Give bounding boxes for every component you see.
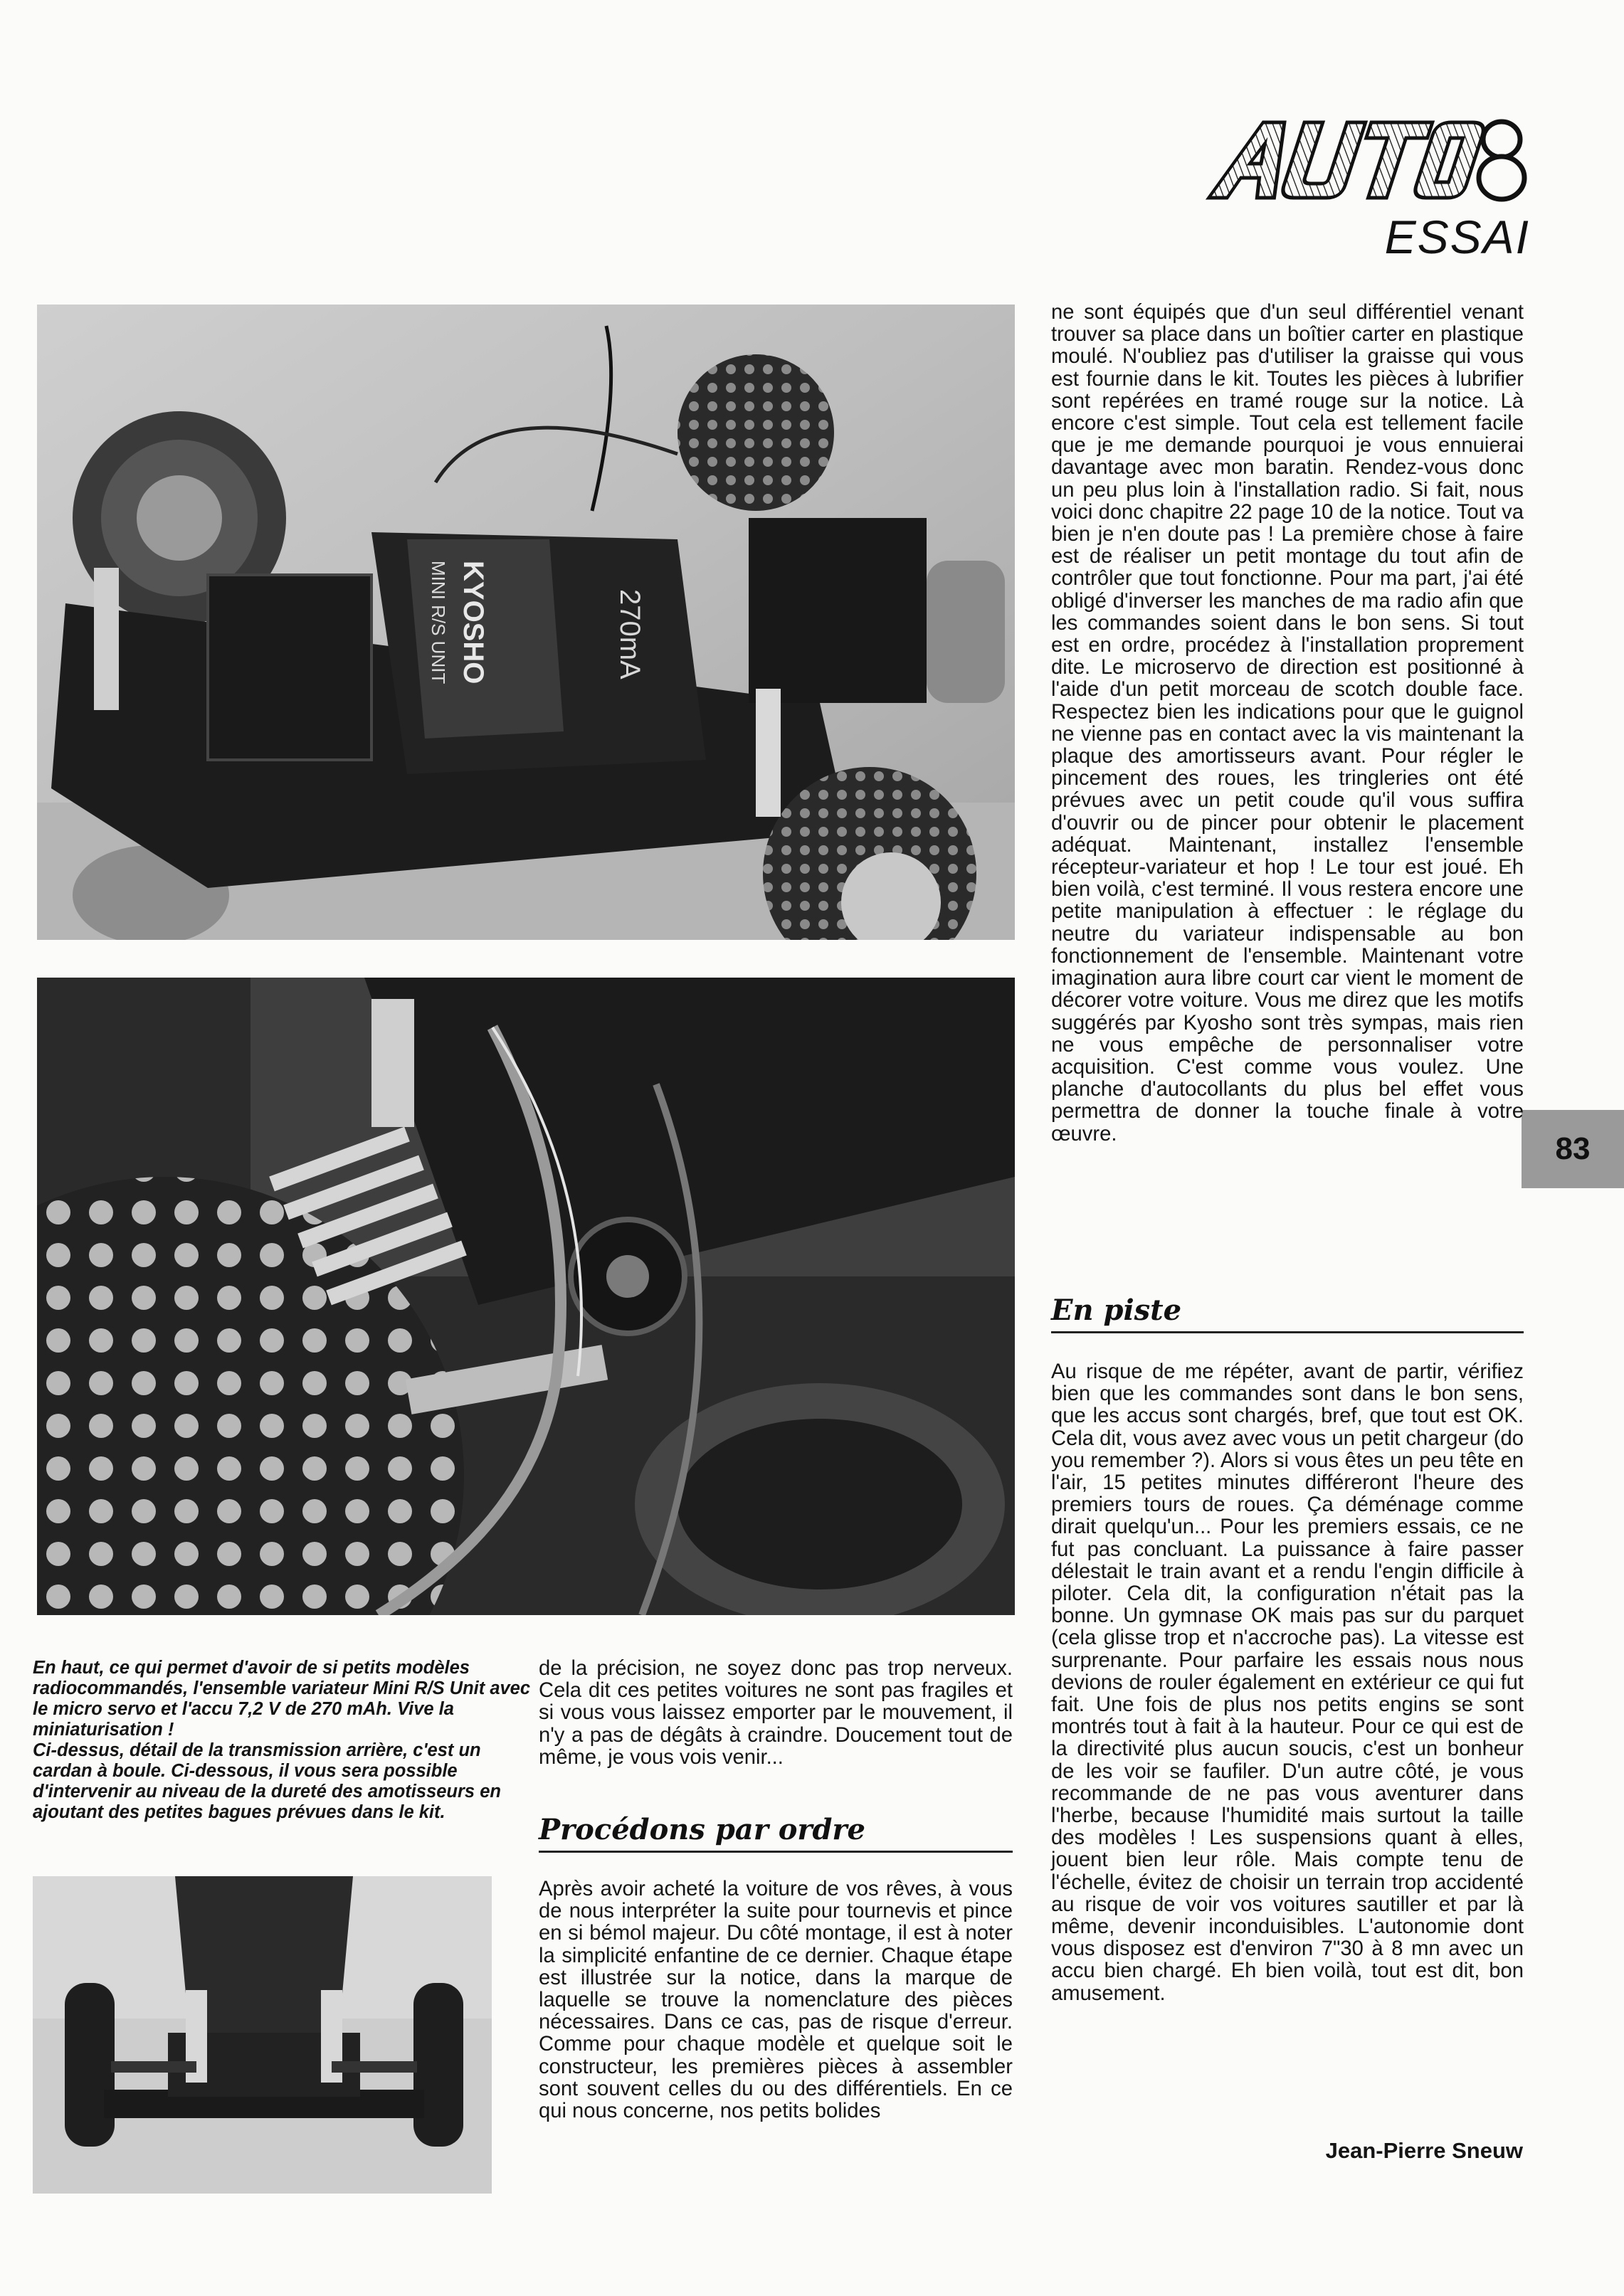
photo-caption: [33, 1658, 531, 1823]
article-middle-column-bottom: [539, 1878, 1013, 2122]
paragraph-montage: Après avoir acheté la voiture de vos rêves, à vous de nous interpréter la suite pour tournevis et pince en si bémol majeur. Du côté montage, il est à noter la simplicité enfantine de ce dernier. Chaque étape est illustrée sur la notice, dans la marque de laquelle se trouve la nomenclature des pièces nécessaires. Dans ce cas, pas de risque d'erreur. Comme pour chaque modèle et quelque soit le constructeur, les premières pièces à assembler sont souvent celles du ou des différentiels. En ce qui nous concerne, nos petits bolides: [539, 1878, 1013, 2123]
photo-rear-transmission: [37, 978, 1015, 1615]
author-signature: Jean-Pierre Sneuw: [1325, 2138, 1523, 2163]
page-number: 83: [1555, 1131, 1591, 1166]
paragraph-en-piste: Au risque de me répéter, avant de partir, vérifiez bien que les commandes sont dans le bon sens, que les accus sont chargés, bref, que tout est OK. Cela dit, vous avez avec vous un petit chargeur (do you remember ?). Alors si vous êtes un peu tête en l'air, 15 petites minutes différeront l'heure des premiers tours de roues. Ça déménage comme dirait quelqu'un... Pour les premiers essais, ce ne fut pas concluant. La puissance à faire passer délestait le train avant et a rendu l'engin difficile à piloter. Cela dit, la configuration n'était pas la bonne. Un gymnase OK mais pas sur du parquet (cela glisse trop et n'accroche pas). La vitesse est surprenante. Pour parfaire les essais nous nous devions de rouler également en extérieur ce qui fut fait. Une fois de plus nos petits engins se sont montrés tout à fait à la hauteur. Pour ce qui est de la directivité plus aucun soucis, c'est un bonheur de les voir se faufiler. D'un autre côté, je vous recommande de ne pas vous aventurer dans l'herbe, because l'humidité mais surtout la taille des modèles ! Les suspensions quant à elles, jouent bien leur rôle. Mais compte tenu de l'échelle, évitez de choisir un terrain trop accidenté au risque de voir vos voitures sautiller et par là même, devenir inconduisibles. L'autonomie dont vous disposez est d'environ 7"30 à 8 mn avec un accu bien chargé. Eh bien voilà, tout est dit, bon amusement.: [1051, 1360, 1524, 2005]
photo-label-unit: MINI R/S UNIT: [428, 561, 449, 684]
caption-top: En haut, ce qui permet d'avoir de si petits modèles radiocommandés, l'ensemble variateur Mini R/S Unit avec le micro servo et l'accu 7,2 V de 270 mAh. Vive la miniaturisation !: [33, 1658, 531, 1740]
magazine-logo: [1196, 107, 1537, 213]
photo-front-suspension: [33, 1876, 492, 2194]
section-label: ESSAI: [1384, 211, 1530, 263]
article-right-column-bottom: [1051, 1361, 1524, 2005]
photo-label-capacity: 270mA: [614, 589, 645, 679]
page-number-tab: [1522, 1110, 1624, 1188]
photo-label-kyosho: KYOSHO: [458, 561, 489, 684]
paragraph-precision: de la précision, ne soyez donc pas trop nerveux. Cela dit ces petites voitures ne sont pas fragiles et si vous vous laissez emporter par le mouvement, il n'y a pas de dégâts à craindre. Doucement tout de même, je vous vois venir...: [539, 1657, 1013, 1769]
caption-bottom: Ci-dessus, détail de la transmission arrière, c'est un cardan à boule. Ci-dessous, il vous sera possible d'intervenir au niveau de la dureté des amotisseurs en ajoutant des petites bagues prévues dans le kit.: [33, 1740, 501, 1822]
article-right-column-top: [1051, 302, 1524, 1146]
photo-chassis-electronics: [37, 305, 1015, 940]
heading-en-piste: En piste: [1051, 1294, 1524, 1333]
heading-procedons-par-ordre: Procédons par ordre: [539, 1813, 1013, 1853]
article-middle-column-top: [539, 1658, 1013, 1769]
auto8-logo-mark: [1196, 107, 1537, 213]
paragraph-install-radio: ne sont équipés que d'un seul différentiel venant trouver sa place dans un boîtier carter en plastique moulé. N'oubliez pas d'utiliser la graisse qui vous est fournie dans le kit. Toutes les pièces à lubrifier sont repérées en tramé rouge sur la notice. Là encore c'est simple. Tout cela est tellement facile que je me demande pourquoi je vous ennuierai davantage avec mon baratin. Rendez-vous donc un peu plus loin à l'installation radio. Si fait, nous voici donc chapitre 22 page 10 de la notice. Tout va bien je n'en doute pas ! La première chose à faire est de réaliser un petit montage du tout afin de contrôler que tout fonctionne. Pour ma part, j'ai été obligé d'inverser les manches de ma radio afin que les commandes soient dans le bon sens. Si tout est en ordre, procédez à l'installation proprement dite. Le microservo de direction est positionné à l'aide d'un petit morceau de scotch double face. Respectez bien les indications pour que le guignol ne vienne pas en contact avec la vis maintenant la plaque des amortisseurs avant. Pour régler le pincement des roues, les tringleries ont été prévues avec un petit coude qu'il vous suffira d'ouvrir ou de pincer pour obtenir le placement adéquat. Maintenant, installez l'ensemble récepteur-variateur et hop ! Le tour est joué. Eh bien voilà, c'est terminé. Il vous restera encore une petite manipulation à effectuer : le réglage du neutre du variateur indispensable au bon fonctionnement de l'ensemble. Maintenant votre imagination aura libre court car vient le moment de décorer votre voiture. Vous me direz que les motifs suggérés par Kyosho sont très sympas, mais rien ne vous empêche de personnaliser votre acquisition. C'est comme vous voulez. Une planche d'autocollants du plus bel effet vous permettra de donner la touche finale à votre œuvre.: [1051, 301, 1524, 1146]
